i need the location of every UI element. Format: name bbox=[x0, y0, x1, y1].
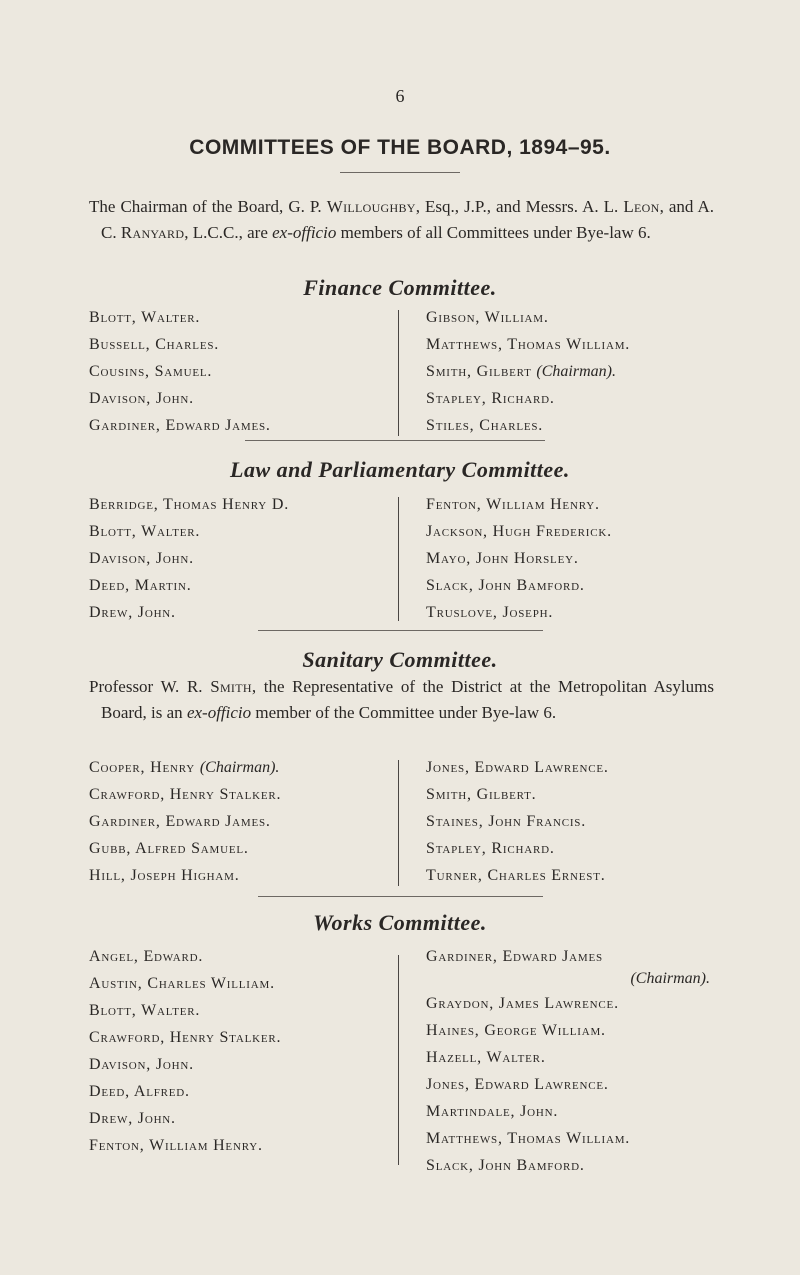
member-name: Cousins, Samuel. bbox=[89, 363, 213, 380]
member-name: Stiles, Charles. bbox=[426, 417, 544, 434]
member-name: Slack, John Bamford. bbox=[426, 1157, 585, 1174]
member-name: Slack, John Bamford. bbox=[426, 577, 585, 594]
member-name: Austin, Charles William. bbox=[89, 975, 275, 992]
member-name: Gardiner, Edward James. bbox=[89, 813, 271, 830]
sanitary-right-column bbox=[426, 754, 609, 889]
member-name: Cooper, Henry bbox=[89, 759, 196, 776]
member-name: Fenton, William Henry. bbox=[426, 496, 600, 513]
chairman-note: (Chairman). bbox=[630, 970, 710, 987]
member-name: Gardiner, Edward James. bbox=[89, 417, 271, 434]
member-name: Jones, Edward Lawrence. bbox=[426, 1076, 609, 1093]
member-name: Smith, Gilbert. bbox=[426, 786, 537, 803]
member-name: Crawford, Henry Stalker. bbox=[89, 1029, 282, 1046]
member-name: Jones, Edward Lawrence. bbox=[426, 759, 609, 776]
works-right-column bbox=[426, 943, 710, 1179]
member-name: Turner, Charles Ernest. bbox=[426, 867, 606, 884]
member-name: Blott, Walter. bbox=[89, 309, 201, 326]
chairman-note: (Chairman). bbox=[199, 759, 280, 776]
finance-committee-heading: Finance Committee. bbox=[303, 275, 497, 300]
member-name: Fenton, William Henry. bbox=[89, 1137, 263, 1154]
member-name: Davison, John. bbox=[89, 550, 194, 567]
law-left-column bbox=[89, 491, 289, 626]
member-name: Blott, Walter. bbox=[89, 1002, 201, 1019]
member-name: Gibson, William. bbox=[426, 309, 549, 326]
works-left-column bbox=[89, 943, 281, 1159]
law-right-column bbox=[426, 491, 612, 626]
page-number: 6 bbox=[395, 86, 405, 106]
finance-right-column bbox=[426, 304, 630, 439]
section-rule bbox=[245, 440, 545, 441]
column-divider bbox=[398, 497, 399, 621]
member-name: Jackson, Hugh Frederick. bbox=[426, 523, 612, 540]
member-name: Berridge, Thomas Henry D. bbox=[89, 496, 289, 513]
title-rule bbox=[340, 172, 460, 173]
member-name: Blott, Walter. bbox=[89, 523, 201, 540]
intro-paragraph: The Chairman of the Board, G. P. Willoughby, Esq., J.P., and Messrs. A. L. Leon, and A. C. Ranyard, L.C.C., are ex-officio members of all Committees under Bye-law 6. bbox=[89, 197, 714, 242]
member-name: Drew, John. bbox=[89, 1110, 176, 1127]
member-name: Truslove, Joseph. bbox=[426, 604, 554, 621]
sanitary-paragraph: Professor W. R. Smith, the Representative of the District at the Metropolitan Asylums Board, is an ex-officio member of the Committee under Bye-law 6. bbox=[89, 677, 714, 722]
member-name: Davison, John. bbox=[89, 390, 194, 407]
column-divider bbox=[398, 955, 399, 1165]
law-committee-heading: Law and Parliamentary Committee. bbox=[230, 457, 570, 482]
member-name: Smith, Gilbert bbox=[426, 363, 532, 380]
works-committee-heading: Works Committee. bbox=[313, 910, 487, 935]
member-name: Stapley, Richard. bbox=[426, 840, 555, 857]
member-name: Stapley, Richard. bbox=[426, 390, 555, 407]
section-rule bbox=[258, 630, 543, 631]
member-name: Deed, Alfred. bbox=[89, 1083, 190, 1100]
member-name: Matthews, Thomas William. bbox=[426, 336, 631, 353]
column-divider bbox=[398, 760, 399, 886]
member-name: Graydon, James Lawrence. bbox=[426, 995, 619, 1012]
member-name: Martindale, John. bbox=[426, 1103, 559, 1120]
page-title: COMMITTEES OF THE BOARD, 1894–95. bbox=[189, 136, 611, 159]
member-name: Hill, Joseph Higham. bbox=[89, 867, 240, 884]
member-name: Gubb, Alfred Samuel. bbox=[89, 840, 249, 857]
finance-left-column bbox=[89, 304, 271, 439]
member-name: Bussell, Charles. bbox=[89, 336, 220, 353]
member-name: Staines, John Francis. bbox=[426, 813, 587, 830]
chairman-note: (Chairman). bbox=[536, 363, 616, 380]
member-name: Gardiner, Edward James bbox=[426, 948, 603, 965]
member-name: Deed, Martin. bbox=[89, 577, 192, 594]
member-name: Mayo, John Horsley. bbox=[426, 550, 579, 567]
member-name: Drew, John. bbox=[89, 604, 176, 621]
section-rule bbox=[258, 896, 543, 897]
member-name: Matthews, Thomas William. bbox=[426, 1130, 631, 1147]
sanitary-committee-heading: Sanitary Committee. bbox=[302, 647, 498, 672]
member-name: Haines, George William. bbox=[426, 1022, 606, 1039]
member-name: Angel, Edward. bbox=[89, 948, 204, 965]
column-divider bbox=[398, 310, 399, 436]
member-name: Davison, John. bbox=[89, 1056, 194, 1073]
member-name: Hazell, Walter. bbox=[426, 1049, 546, 1066]
member-name: Crawford, Henry Stalker. bbox=[89, 786, 282, 803]
sanitary-left-column bbox=[89, 754, 281, 889]
